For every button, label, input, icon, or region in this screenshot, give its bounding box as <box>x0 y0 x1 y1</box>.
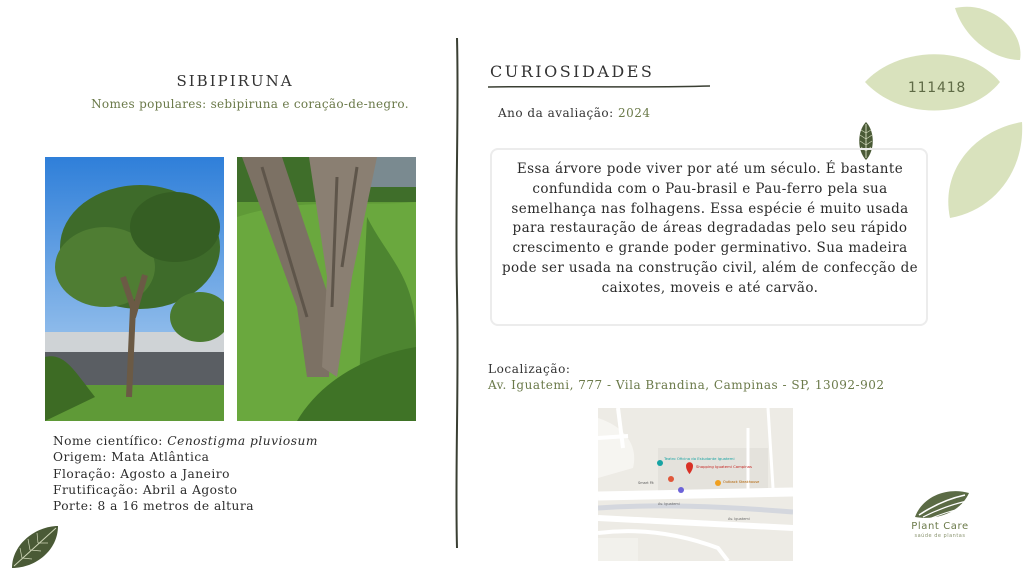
origin-row <box>53 449 318 465</box>
origin-value: Mata Atlântica <box>111 450 210 465</box>
location-address: Av. Iguatemi, 777 - Vila Brandina, Campinas - SP, 13092-902 <box>488 378 885 392</box>
scientific-name-value: Cenostigma pluviosum <box>167 434 318 448</box>
tree-code-badge: 111418 <box>907 80 967 96</box>
fruiting-label: Frutificação: <box>53 482 139 497</box>
size-value: 8 a 16 metros de altura <box>97 499 254 514</box>
scientific-name-row <box>53 433 318 449</box>
plant-care-logo <box>913 487 971 521</box>
curiosities-text: Essa árvore pode viver por até um século. É bastante confundida com o Pau-brasil e Pau-ferro pela sua semelhança nas folhagens. Essa espécie é muito usada para restauração de áreas degradadas pelo seu rápido crescimento e grande poder germinativo. Sua madeira pode ser usada na construção civil, além de confecção de caixotes, moveis e até carvão. <box>501 161 919 296</box>
map-street-label: Av. Iguatemi <box>728 517 750 521</box>
map-street-label: Av. Iguatemi <box>658 502 680 506</box>
origin-label: Origem: <box>53 450 107 465</box>
brand-name: Plant Care <box>911 521 969 532</box>
size-row <box>53 498 318 514</box>
evaluation-year <box>498 106 651 120</box>
size-label: Porte: <box>53 499 94 514</box>
flowering-label: Floração: <box>53 466 116 481</box>
location-label: Localização: <box>488 362 571 376</box>
map-label-gym: Smart Fit <box>638 481 654 485</box>
evaluation-year-value: 2024 <box>617 106 651 120</box>
column-divider <box>453 38 461 548</box>
species-title: SIBIPIRUNA <box>176 72 294 90</box>
evaluation-year-label: Ano da avaliação: <box>498 106 614 120</box>
flowering-value: Agosto a Janeiro <box>120 466 230 481</box>
map-label-shopping: Shopping Iguatemi Campinas <box>696 464 752 469</box>
location-map[interactable] <box>598 408 793 561</box>
species-details <box>53 433 318 514</box>
map-label-restaurant: Outback Steakhouse <box>723 480 760 484</box>
popular-names: Nomes populares: sebipiruna e coração-de-negro. <box>91 97 409 111</box>
tree-photo <box>45 157 224 421</box>
brand-tagline: saúde de plantas <box>914 533 966 539</box>
curiosities-title: CURIOSIDADES <box>490 62 655 81</box>
leaf-decoration-bottom-left <box>8 522 64 572</box>
fruiting-value: Abril a Agosto <box>142 482 238 497</box>
title-underline <box>488 84 710 90</box>
scientific-name-label: Nome científico: <box>53 434 163 448</box>
flowering-row <box>53 466 318 482</box>
fruiting-row <box>53 482 318 498</box>
map-label-theatre: Teatro Oficina do Estudante Iguatemi <box>664 456 735 461</box>
trunk-photo <box>237 157 416 421</box>
